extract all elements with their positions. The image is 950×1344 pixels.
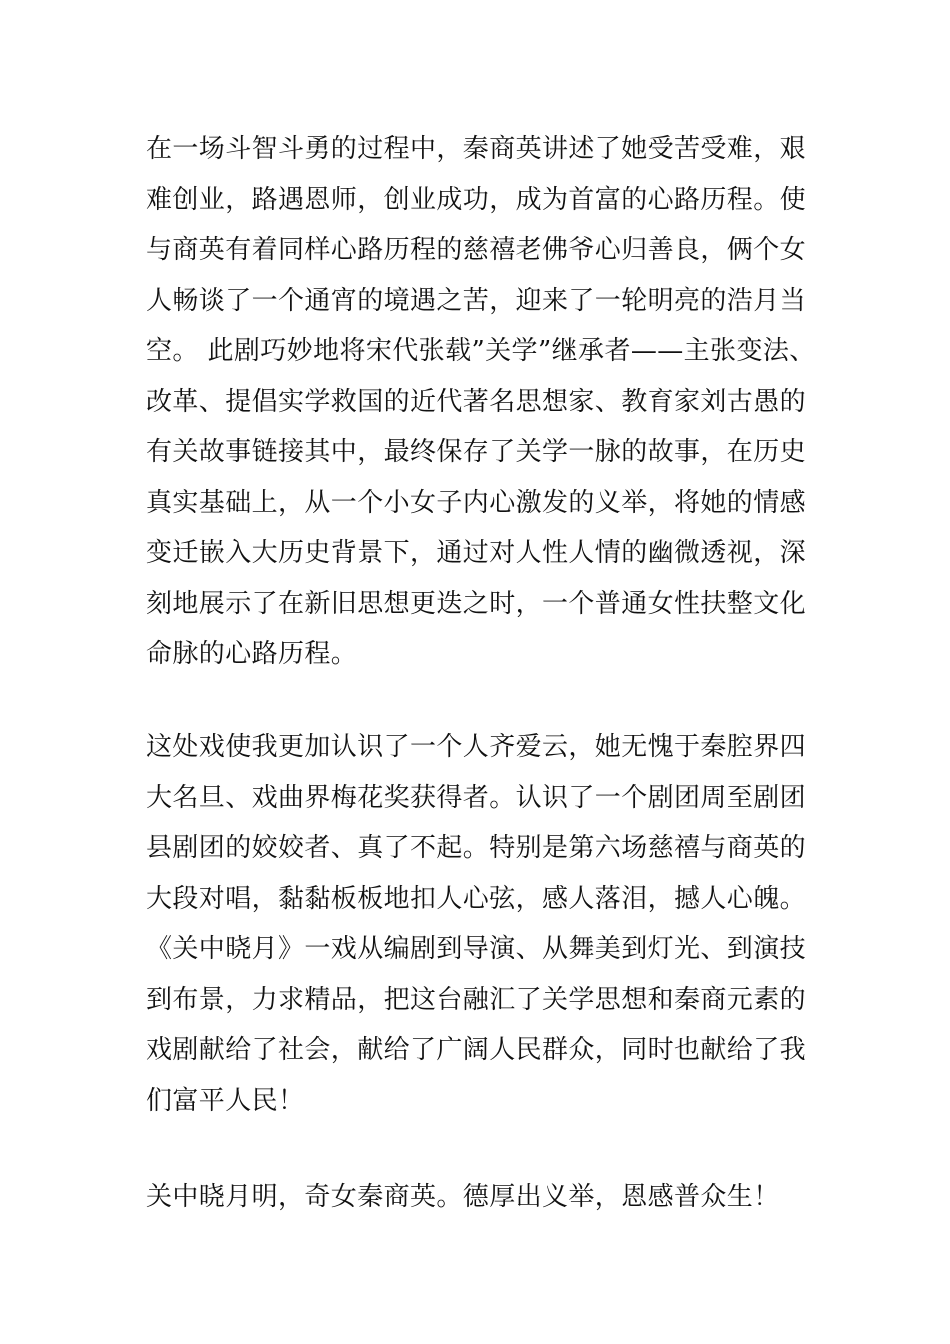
paragraph-1 bbox=[146, 124, 816, 680]
text-line: 大名旦、戏曲界梅花奖获得者。认识了一个剧团周至剧团 bbox=[146, 782, 807, 813]
text-line: 关中晓月明，奇女秦商英。德厚出义举，恩感普众生！ bbox=[146, 1182, 780, 1212]
text-line: 这处戏使我更加认识了一个人齐爱云，她无愧于秦腔界四 bbox=[146, 732, 807, 762]
text-line: 命脉的心路历程。 bbox=[146, 639, 358, 669]
text-line: 《关中晓月》一戏从编剧到导演、从舞美到灯光、到演技 bbox=[146, 934, 807, 964]
text-line: 戏剧献给了社会，献给了广阔人民群众，同时也献给了我 bbox=[146, 1035, 807, 1065]
text-line: 变迁嵌入大历史背景下，通过对人性人情的幽微透视，深 bbox=[146, 538, 807, 568]
paragraph-3 bbox=[146, 1172, 816, 1223]
text-line: 与商英有着同样心路历程的慈禧老佛爷心归善良，俩个女 bbox=[146, 235, 807, 265]
text-line: 刻地展示了在新旧思想更迭之时，一个普通女性扶整文化 bbox=[146, 588, 807, 619]
text-line: 到布景，力求精品，把这台融汇了关学思想和秦商元素的 bbox=[146, 984, 807, 1015]
text-line: 们富平人民！ bbox=[146, 1085, 305, 1116]
text-line: 有关故事链接其中，最终保存了关学一脉的故事，在历史 bbox=[146, 437, 807, 467]
text-line: 改革、提倡实学救国的近代著名思想家、教育家刘古愚的 bbox=[146, 386, 807, 417]
text-line: 难创业，路遇恩师，创业成功，成为首富的心路历程。使 bbox=[146, 184, 807, 215]
paragraph-2 bbox=[146, 722, 816, 1126]
text-line: 在一场斗智斗勇的过程中，秦商英讲述了她受苦受难，艰 bbox=[146, 134, 807, 164]
text-line: 空。 此剧巧妙地将宋代张载”关学”继承者——主张变法、 bbox=[146, 336, 816, 366]
text-line: 大段对唱，黏黏板板地扣人心弦，感人落泪，撼人心魄。 bbox=[146, 883, 807, 914]
text-line: 县剧团的姣姣者、真了不起。特别是第六场慈禧与商英的 bbox=[146, 833, 807, 863]
text-line: 人畅谈了一个通宵的境遇之苦，迎来了一轮明亮的浩月当 bbox=[146, 285, 807, 316]
text-line: 真实基础上，从一个小女子内心激发的义举，将她的情感 bbox=[146, 487, 807, 518]
